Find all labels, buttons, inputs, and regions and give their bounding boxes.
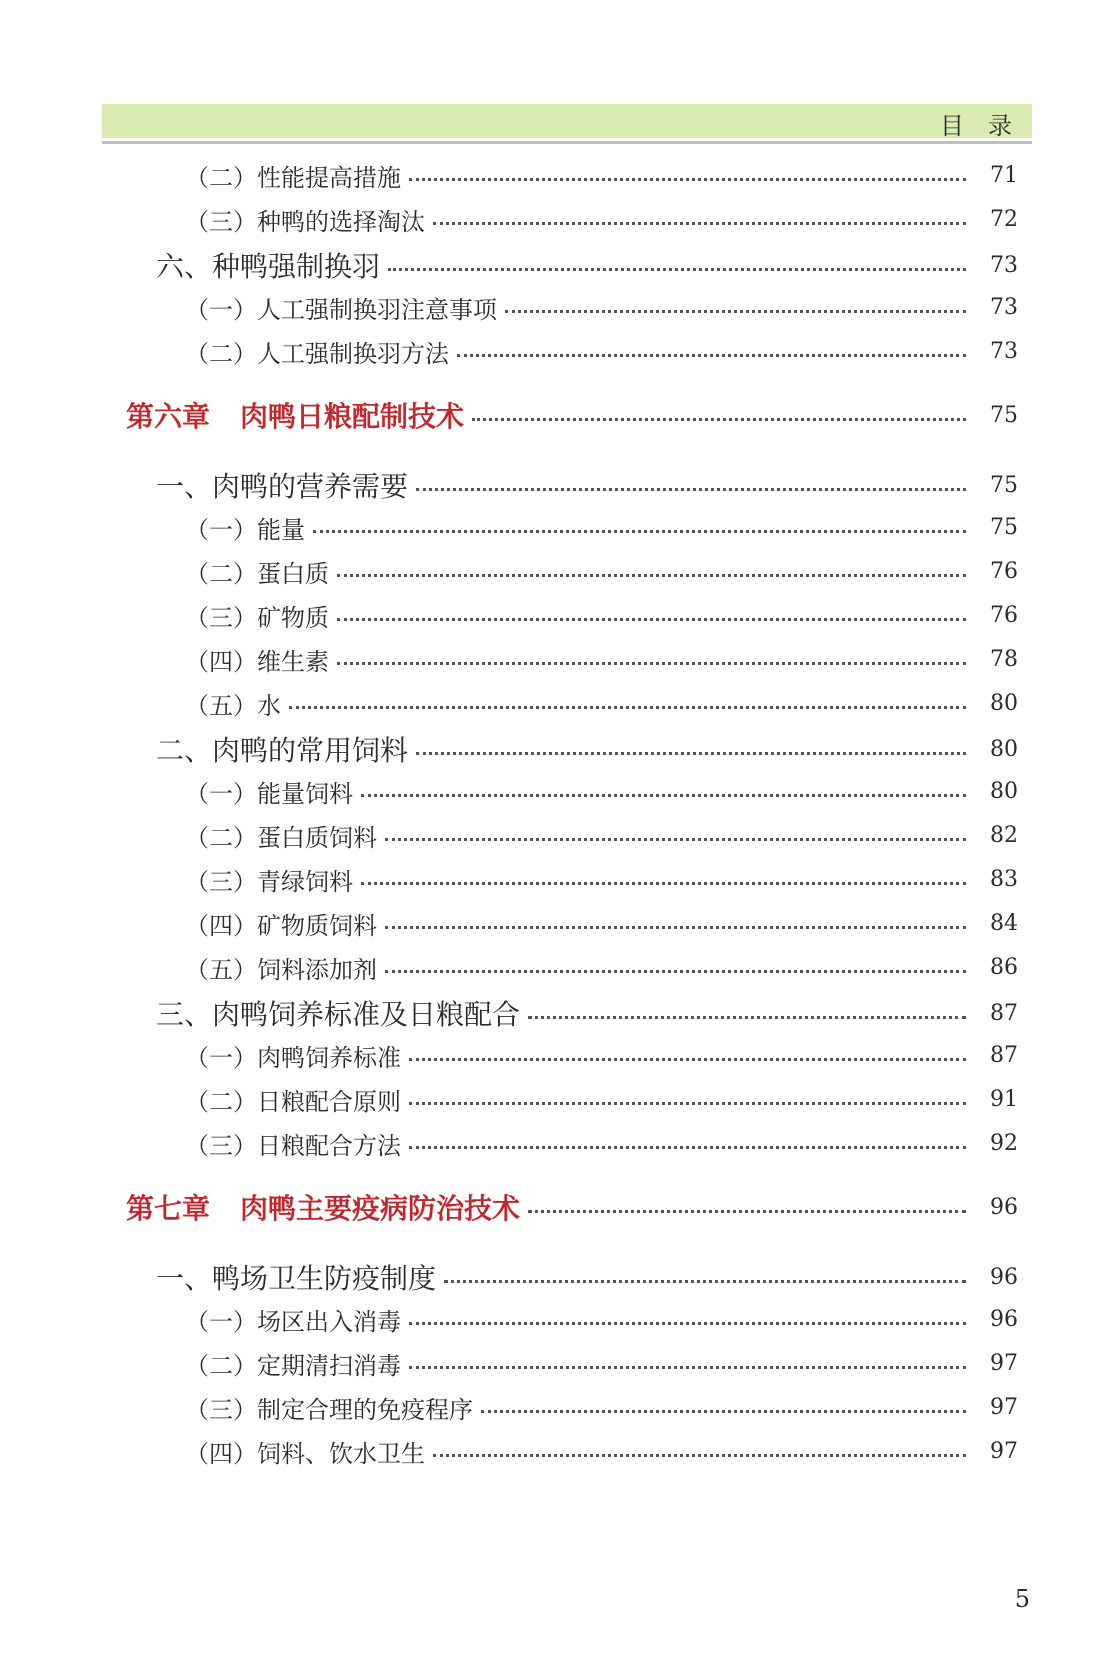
chapter-number: 第七章 bbox=[126, 1192, 211, 1225]
leader-dots bbox=[416, 751, 966, 755]
toc-page-number: 80 bbox=[990, 736, 1018, 762]
toc-subsection-entry[interactable] bbox=[0, 642, 1118, 676]
toc-entry-title: （一）能量饲料 bbox=[185, 779, 353, 808]
toc-page-number: 73 bbox=[990, 338, 1018, 364]
toc-entry-title: （三）青绿饲料 bbox=[185, 867, 353, 896]
toc-subsection-entry[interactable] bbox=[0, 1126, 1118, 1160]
leader-dots bbox=[444, 1279, 966, 1283]
toc-page-number: 75 bbox=[990, 402, 1018, 428]
toc-subsection-entry[interactable] bbox=[0, 334, 1118, 368]
toc-subsection-entry[interactable] bbox=[0, 1082, 1118, 1116]
toc-subsection-entry[interactable] bbox=[0, 1346, 1118, 1380]
leader-dots bbox=[433, 1453, 966, 1457]
toc-entry-title: 二、肉鸭的常用饲料 bbox=[156, 734, 409, 767]
toc-subsection-entry[interactable] bbox=[0, 906, 1118, 940]
leader-dots bbox=[505, 309, 966, 313]
toc-entry-title: （二）蛋白质 bbox=[185, 559, 329, 588]
toc-entry-title: （二）人工强制换羽方法 bbox=[185, 339, 449, 368]
page-number: 5 bbox=[1014, 1585, 1030, 1613]
toc-section-entry[interactable] bbox=[0, 732, 1118, 766]
toc-subsection-entry[interactable] bbox=[0, 202, 1118, 236]
leader-dots bbox=[337, 617, 966, 621]
leader-dots bbox=[385, 925, 966, 929]
toc-entry-title: （二）日粮配合原则 bbox=[185, 1087, 401, 1116]
header-title: 目 录 bbox=[940, 112, 1012, 140]
toc-entry-title: （四）维生素 bbox=[185, 647, 329, 676]
toc-page-number: 96 bbox=[990, 1306, 1018, 1332]
leader-dots bbox=[385, 837, 966, 841]
toc-subsection-entry[interactable] bbox=[0, 686, 1118, 720]
toc-subsection-entry[interactable] bbox=[0, 1302, 1118, 1336]
toc-page-number: 83 bbox=[990, 866, 1018, 892]
header-rule bbox=[102, 141, 1032, 144]
leader-dots bbox=[472, 417, 966, 421]
toc-subsection-entry[interactable] bbox=[0, 1390, 1118, 1424]
toc-page-number: 97 bbox=[990, 1350, 1018, 1376]
leader-dots bbox=[416, 487, 966, 491]
toc-entry-title: （二）定期清扫消毒 bbox=[185, 1351, 401, 1380]
toc-entry-title: （二）蛋白质饲料 bbox=[185, 823, 377, 852]
toc-section-entry[interactable] bbox=[0, 248, 1118, 282]
leader-dots bbox=[313, 529, 966, 533]
toc-section-entry[interactable] bbox=[0, 996, 1118, 1030]
toc-entry-title: （四）矿物质饲料 bbox=[185, 911, 377, 940]
toc-section-entry[interactable] bbox=[0, 468, 1118, 502]
toc-entry-title: 六、种鸭强制换羽 bbox=[156, 250, 381, 283]
toc-page-number: 96 bbox=[990, 1264, 1018, 1290]
toc-page-number: 75 bbox=[990, 514, 1018, 540]
chapter-number: 第六章 bbox=[126, 400, 211, 433]
leader-dots bbox=[457, 353, 966, 357]
toc-page-number: 87 bbox=[990, 1000, 1018, 1026]
leader-dots bbox=[481, 1409, 966, 1413]
toc-page-number: 96 bbox=[990, 1194, 1018, 1220]
toc-page-number: 72 bbox=[990, 206, 1018, 232]
toc-entry-title: （三）种鸭的选择淘汰 bbox=[185, 207, 425, 236]
toc-page-number: 80 bbox=[990, 690, 1018, 716]
toc-subsection-entry[interactable] bbox=[0, 774, 1118, 808]
chapter-title: 肉鸭日粮配制技术 bbox=[240, 400, 465, 433]
leader-dots bbox=[409, 1057, 966, 1061]
toc-page-number: 76 bbox=[990, 558, 1018, 584]
leader-dots bbox=[337, 573, 966, 577]
toc-page-number: 78 bbox=[990, 646, 1018, 672]
toc-subsection-entry[interactable] bbox=[0, 290, 1118, 324]
toc-entry-title bbox=[0, 1187, 520, 1227]
toc-entry-title: （一）肉鸭饲养标准 bbox=[185, 1043, 401, 1072]
toc-entry-title: （一）人工强制换羽注意事项 bbox=[185, 295, 497, 324]
leader-dots bbox=[528, 1015, 966, 1019]
toc-subsection-entry[interactable] bbox=[0, 510, 1118, 544]
toc-entry-title bbox=[0, 395, 464, 435]
toc-entry-title: 三、肉鸭饲养标准及日粮配合 bbox=[156, 998, 521, 1031]
toc-page-number: 71 bbox=[990, 162, 1018, 188]
toc-entry-title: （三）制定合理的免疫程序 bbox=[185, 1395, 473, 1424]
toc-subsection-entry[interactable] bbox=[0, 818, 1118, 852]
toc-page-number: 91 bbox=[990, 1086, 1018, 1112]
leader-dots bbox=[433, 221, 966, 225]
toc-subsection-entry[interactable] bbox=[0, 158, 1118, 192]
toc-entry-title: （五）水 bbox=[185, 691, 281, 720]
toc-entry-title: （二）性能提高措施 bbox=[185, 163, 401, 192]
toc-section-entry[interactable] bbox=[0, 1260, 1118, 1294]
leader-dots bbox=[361, 881, 966, 885]
chapter-title: 肉鸭主要疫病防治技术 bbox=[240, 1192, 521, 1225]
toc-entry-title: （四）饲料、饮水卫生 bbox=[185, 1439, 425, 1468]
toc-page-number: 82 bbox=[990, 822, 1018, 848]
leader-dots bbox=[337, 661, 966, 665]
toc-entry-title: 一、鸭场卫生防疫制度 bbox=[156, 1262, 437, 1295]
toc-entry-title: 一、肉鸭的营养需要 bbox=[156, 470, 409, 503]
leader-dots bbox=[409, 1365, 966, 1369]
toc-page-number: 86 bbox=[990, 954, 1018, 980]
toc-entry-title: （五）饲料添加剂 bbox=[185, 955, 377, 984]
toc-subsection-entry[interactable] bbox=[0, 554, 1118, 588]
leader-dots bbox=[528, 1209, 966, 1213]
toc-page-number: 80 bbox=[990, 778, 1018, 804]
toc-chapter-entry[interactable] bbox=[0, 398, 1118, 432]
toc-chapter-entry[interactable] bbox=[0, 1190, 1118, 1224]
toc-entry-title: （一）能量 bbox=[185, 515, 305, 544]
leader-dots bbox=[409, 177, 966, 181]
leader-dots bbox=[409, 1101, 966, 1105]
toc-entry-title: （三）日粮配合方法 bbox=[185, 1131, 401, 1160]
toc-entry-title: （三）矿物质 bbox=[185, 603, 329, 632]
toc-page-number: 75 bbox=[990, 472, 1018, 498]
toc-subsection-entry[interactable] bbox=[0, 1434, 1118, 1468]
toc-entry-title: （一）场区出入消毒 bbox=[185, 1307, 401, 1336]
leader-dots bbox=[289, 705, 966, 709]
toc-page-number: 73 bbox=[990, 294, 1018, 320]
toc-page-number: 92 bbox=[990, 1130, 1018, 1156]
leader-dots bbox=[385, 969, 966, 973]
toc-subsection-entry[interactable] bbox=[0, 598, 1118, 632]
leader-dots bbox=[361, 793, 966, 797]
leader-dots bbox=[409, 1145, 966, 1149]
toc-page-number: 73 bbox=[990, 252, 1018, 278]
leader-dots bbox=[388, 267, 966, 271]
running-header bbox=[102, 104, 1032, 138]
toc-page-number: 97 bbox=[990, 1394, 1018, 1420]
toc-subsection-entry[interactable] bbox=[0, 862, 1118, 896]
toc-subsection-entry[interactable] bbox=[0, 1038, 1118, 1072]
toc-page-number: 87 bbox=[990, 1042, 1018, 1068]
toc-page-number: 76 bbox=[990, 602, 1018, 628]
leader-dots bbox=[409, 1321, 966, 1325]
toc-page-number: 97 bbox=[990, 1438, 1018, 1464]
toc-page-number: 84 bbox=[990, 910, 1018, 936]
toc-subsection-entry[interactable] bbox=[0, 950, 1118, 984]
